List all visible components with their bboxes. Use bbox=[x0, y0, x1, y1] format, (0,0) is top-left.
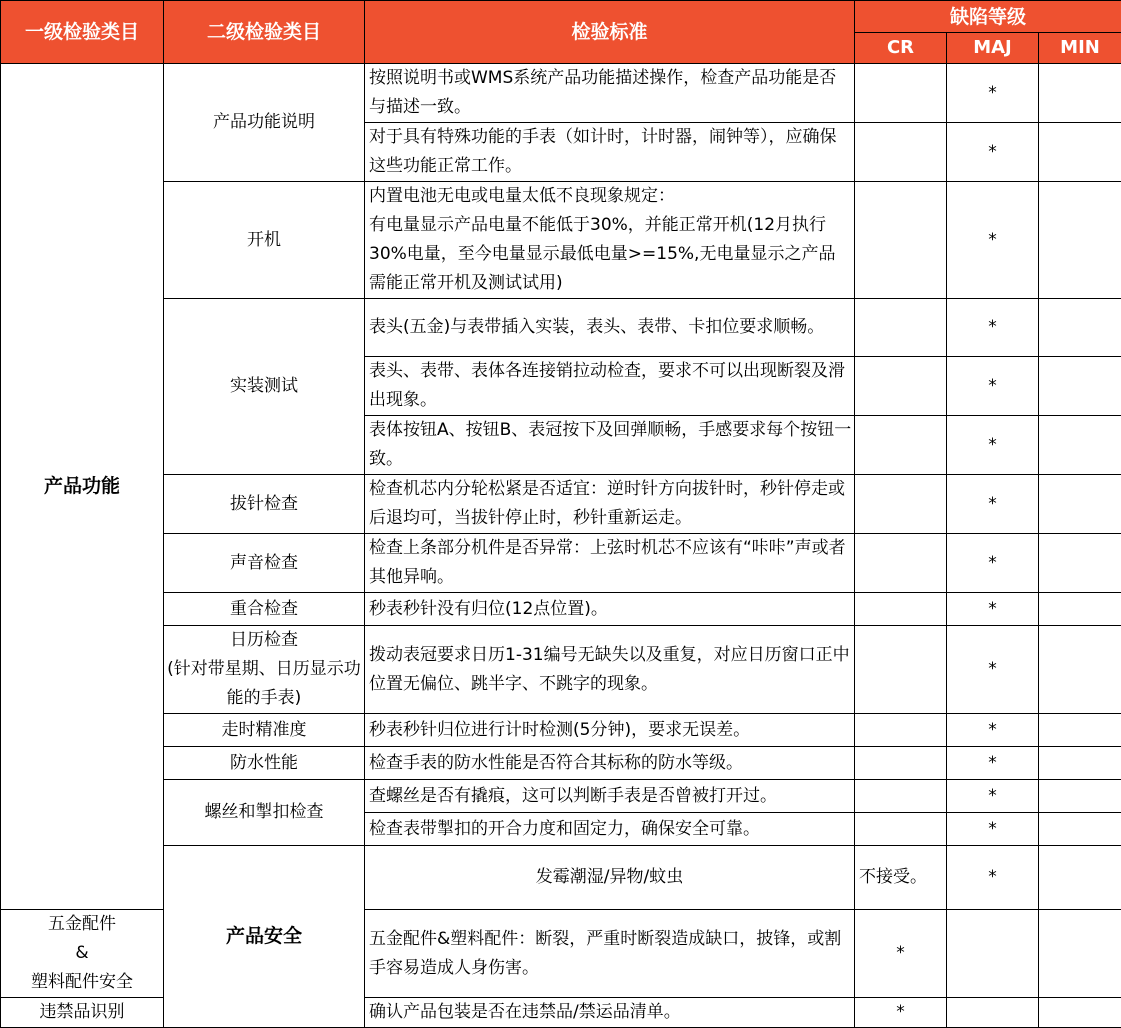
standard-text: 五金配件&塑料配件：断裂，严重时断裂造成缺口，披锋，或割手容易造成人身伤害。 bbox=[365, 910, 855, 998]
cr-mark bbox=[855, 747, 947, 780]
standard-text: 检查表带掣扣的开合力度和固定力，确保安全可靠。 bbox=[365, 813, 855, 846]
maj-mark: * bbox=[947, 593, 1039, 626]
maj-mark bbox=[947, 998, 1039, 1028]
subcategory-mold-foreign: 发霉潮湿/异物/蚊虫 bbox=[365, 846, 855, 910]
header-min: MIN bbox=[1039, 33, 1121, 64]
standard-text: 表头、表带、表体各连接销拉动检查，要求不可以出现断裂及滑出现象。 bbox=[365, 357, 855, 416]
subcategory-function-description: 产品功能说明 bbox=[164, 64, 365, 182]
cr-mark bbox=[855, 475, 947, 534]
min-mark bbox=[1039, 780, 1121, 813]
min-mark bbox=[1039, 475, 1121, 534]
subcategory-hand-pull: 拔针检查 bbox=[164, 475, 365, 534]
subcategory-calendar bbox=[164, 626, 365, 714]
table-body bbox=[1, 64, 1121, 1028]
table-header bbox=[1, 1, 1121, 64]
table-row bbox=[1, 534, 1121, 593]
cr-mark: * bbox=[947, 846, 1039, 910]
standard-text: 表头(五金)与表带插入实装，表头、表带、卡扣位要求顺畅。 bbox=[365, 299, 855, 357]
subcategory-screw-clasp: 螺丝和掣扣检查 bbox=[164, 780, 365, 846]
standard-text: 查螺丝是否有撬痕，这可以判断手表是否曾被打开过。 bbox=[365, 780, 855, 813]
maj-mark: * bbox=[947, 416, 1039, 475]
min-mark bbox=[1039, 123, 1121, 182]
min-mark bbox=[1039, 626, 1121, 714]
table-row bbox=[1, 747, 1121, 780]
min-mark bbox=[1039, 813, 1121, 846]
maj-mark: * bbox=[947, 747, 1039, 780]
maj-mark: * bbox=[947, 475, 1039, 534]
subcategory-waterproof: 防水性能 bbox=[164, 747, 365, 780]
standard-line-1: 内置电池无电或电量太低不良现象规定： bbox=[369, 182, 852, 211]
table-row bbox=[1, 593, 1121, 626]
cr-mark bbox=[855, 64, 947, 123]
min-mark bbox=[1039, 299, 1121, 357]
cr-mark bbox=[855, 357, 947, 416]
standard-text bbox=[365, 182, 855, 299]
min-mark bbox=[1039, 534, 1121, 593]
min-mark bbox=[1039, 182, 1121, 299]
cr-mark bbox=[855, 780, 947, 813]
table-row bbox=[1, 626, 1121, 714]
standard-line-2: 有电量显示产品电量不能低于30%，并能正常开机(12月执行30%电量，至今电量显示最低电量>=15%,无电量显示之产品需能正常开机及测试试用) bbox=[369, 211, 852, 298]
maj-mark: * bbox=[947, 626, 1039, 714]
cr-mark bbox=[855, 123, 947, 182]
subcategory-prohibited-items: 违禁品识别 bbox=[1, 998, 164, 1028]
maj-mark: * bbox=[947, 64, 1039, 123]
standard-text: 秒表秒针没有归位(12点位置)。 bbox=[365, 593, 855, 626]
table-row bbox=[1, 475, 1121, 534]
table-row bbox=[1, 780, 1121, 813]
maj-mark: * bbox=[947, 182, 1039, 299]
min-mark bbox=[1039, 593, 1121, 626]
subcategory-parts-line-2: & bbox=[1, 939, 163, 968]
table-row bbox=[1, 64, 1121, 123]
min-mark bbox=[1039, 910, 1121, 998]
min-mark bbox=[1039, 416, 1121, 475]
maj-mark: * bbox=[947, 780, 1039, 813]
standard-text: 拨动表冠要求日历1-31编号无缺失以及重复，对应日历窗口正中位置无偏位、跳半字、不跳字的现象。 bbox=[365, 626, 855, 714]
header-cr: CR bbox=[855, 33, 947, 64]
cr-mark bbox=[855, 534, 947, 593]
maj-mark: * bbox=[947, 357, 1039, 416]
maj-mark: * bbox=[947, 299, 1039, 357]
header-level2-category: 二级检验类目 bbox=[164, 1, 365, 64]
cr-mark: * bbox=[855, 998, 947, 1028]
min-mark bbox=[1039, 64, 1121, 123]
header-defect-level: 缺陷等级 bbox=[855, 1, 1121, 33]
cr-mark bbox=[855, 593, 947, 626]
standard-text: 对于具有特殊功能的手表（如计时，计时器，闹钟等），应确保这些功能正常工作。 bbox=[365, 123, 855, 182]
subcategory-timekeeping: 走时精准度 bbox=[164, 714, 365, 747]
min-mark bbox=[1039, 998, 1121, 1028]
header-maj: MAJ bbox=[947, 33, 1039, 64]
maj-mark: * bbox=[947, 123, 1039, 182]
min-mark bbox=[1039, 357, 1121, 416]
cr-mark bbox=[855, 182, 947, 299]
standard-text: 检查上条部分机件是否异常：上弦时机芯不应该有“咔咔”声或者其他异响。 bbox=[365, 534, 855, 593]
subcategory-parts-line-3: 塑料配件安全 bbox=[1, 968, 163, 997]
standard-text: 确认产品包装是否在违禁品/禁运品清单。 bbox=[365, 998, 855, 1028]
subcategory-power-on: 开机 bbox=[164, 182, 365, 299]
header-level1-category: 一级检验类目 bbox=[1, 1, 164, 64]
cr-mark bbox=[855, 813, 947, 846]
standard-text: 检查机芯内分轮松紧是否适宜：逆时针方向拔针时，秒针停走或后退均可，当拔针停止时，秒针重新运走。 bbox=[365, 475, 855, 534]
subcategory-calendar-note: (针对带星期、日历显示功能的手表) bbox=[164, 655, 364, 713]
category-product-safety: 产品安全 bbox=[164, 846, 365, 1028]
subcategory-fit-test: 实装测试 bbox=[164, 299, 365, 475]
header-standard: 检验标准 bbox=[365, 1, 855, 64]
standard-text: 按照说明书或WMS系统产品功能描述操作，检查产品功能是否与描述一致。 bbox=[365, 64, 855, 123]
maj-mark: * bbox=[947, 714, 1039, 747]
standard-text: 检查手表的防水性能是否符合其标称的防水等级。 bbox=[365, 747, 855, 780]
subcategory-overlap: 重合检查 bbox=[164, 593, 365, 626]
maj-mark bbox=[947, 910, 1039, 998]
cr-mark bbox=[855, 416, 947, 475]
table-row bbox=[1, 714, 1121, 747]
cr-mark bbox=[855, 299, 947, 357]
category-product-function: 产品功能 bbox=[1, 64, 164, 910]
cr-mark bbox=[855, 714, 947, 747]
standard-text: 不接受。 bbox=[855, 846, 947, 910]
maj-mark: * bbox=[947, 534, 1039, 593]
min-mark bbox=[1039, 714, 1121, 747]
cr-mark: * bbox=[855, 910, 947, 998]
subcategory-parts-line-1: 五金配件 bbox=[1, 910, 163, 939]
maj-mark bbox=[1039, 846, 1121, 910]
standard-text: 表体按钮A、按钮B、表冠按下及回弹顺畅，手感要求每个按钮一致。 bbox=[365, 416, 855, 475]
min-mark bbox=[1039, 747, 1121, 780]
table-row bbox=[1, 299, 1121, 357]
subcategory-calendar-title: 日历检查 bbox=[164, 626, 364, 655]
maj-mark: * bbox=[947, 813, 1039, 846]
subcategory-sound: 声音检查 bbox=[164, 534, 365, 593]
table-row bbox=[1, 182, 1121, 299]
cr-mark bbox=[855, 626, 947, 714]
standard-text: 秒表秒针归位进行计时检测(5分钟)，要求无误差。 bbox=[365, 714, 855, 747]
subcategory-parts-safety bbox=[1, 910, 164, 998]
table-row bbox=[1, 846, 1121, 910]
